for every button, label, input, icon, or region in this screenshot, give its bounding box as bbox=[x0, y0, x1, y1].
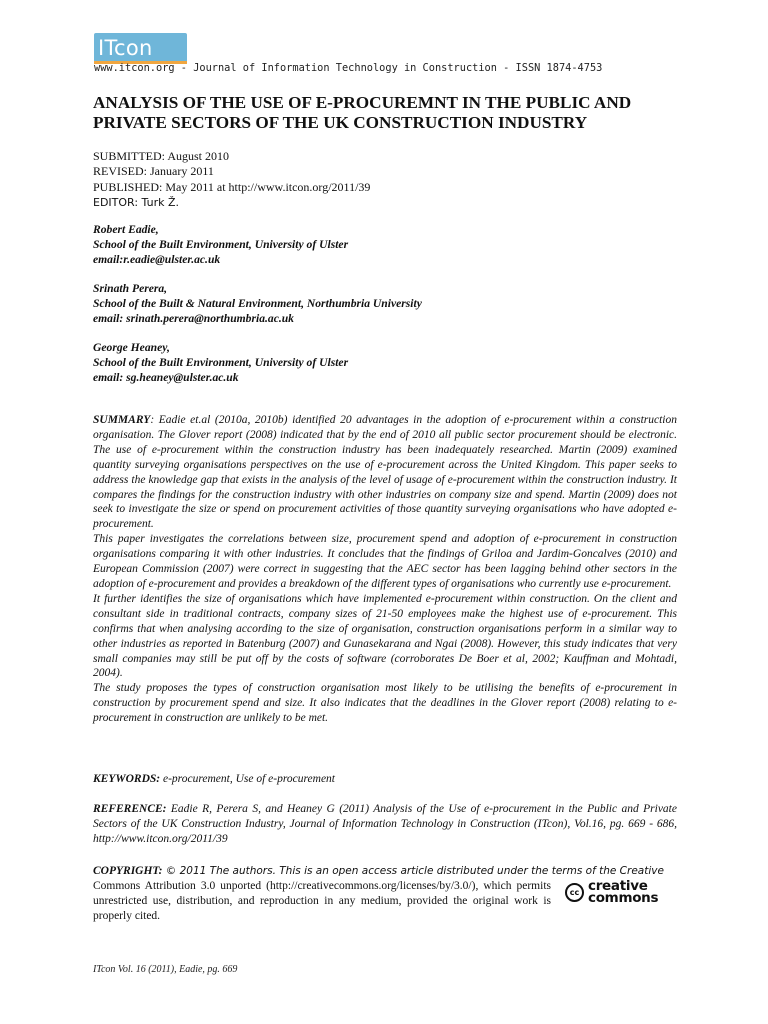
cc-badge-icon: cc bbox=[565, 883, 584, 902]
copyright-text: © 2011 The authors. This is an open access article distributed under the terms of the Creative bbox=[162, 865, 664, 877]
creative-commons-logo[interactable] bbox=[565, 880, 669, 908]
published-date: PUBLISHED: May 2011 at http://www.itcon.org/2011/39 bbox=[93, 179, 371, 194]
author-email[interactable]: email:r.eadie@ulster.ac.uk bbox=[93, 252, 221, 266]
itcon-logo[interactable] bbox=[94, 33, 187, 64]
title-line-1: ANALYSIS OF THE USE OF E-PROCUREMNT IN THE PUBLIC AND bbox=[93, 93, 632, 112]
author-name: Robert Eadie, bbox=[93, 223, 159, 236]
summary-text: : Eadie et.al (2010a, 2010b) identified 20 advantages in the adoption of e-procurement within a construction organisation. The Glover report (2008) indicated that by the end of 2010 all public sector procurement should be electronic. The use of e-procurement within the construction industry has been inadequately researched. Martin (2009) examined quantity surveying organisations perspectives on the use of e-procurement across the United Kingdom. This paper seeks to address the knowledge gap that exists in the analysis of the level of usage of e-procurement within the construction industry. It compares the findings for the construction industry with other industries on company size and spend. Martin (2009) does not seek to investigate the size or spend on procurement activities of those quantity surveying organisations who have adopted e-procurement. bbox=[93, 414, 677, 531]
revised-date: REVISED: January 2011 bbox=[93, 164, 214, 179]
reference-label: REFERENCE: bbox=[93, 803, 167, 815]
author-block bbox=[93, 223, 348, 267]
keywords-label: KEYWORDS: bbox=[93, 773, 161, 785]
author-affiliation: School of the Built & Natural Environment, Northumbria University bbox=[93, 296, 422, 310]
summary-paragraph: It further identifies the size of organisations which have implemented e-procurement within construction. On the client and consultant side in traditional contracts, company sizes of 21-50 employees make the highest use of e-procurement. This confirms that when analysing according to the size of organisation, construction organisations perform in a similar way to other industries as reported in Batenburg (2007) and Gunasekarana and Ngai (2008). However, this study indicates that very small companies may still be put off by the costs of software (corroborates De Boer et al, 2002; Kauffman and Mohtadi, 2004). bbox=[93, 592, 677, 680]
author-email[interactable]: email: srinath.perera@northumbria.ac.uk bbox=[93, 311, 294, 325]
keywords-section bbox=[93, 773, 677, 785]
copyright-license-text: Commons Attribution 3.0 unported (http://creativecommons.org/licenses/by/3.0/), which permits unrestricted use, distribution, and reproduction in any medium, provided the original work is properly cited. bbox=[93, 880, 551, 922]
author-block bbox=[93, 341, 348, 385]
copyright-label: COPYRIGHT: bbox=[93, 865, 163, 877]
title-line-2: PRIVATE SECTORS OF THE UK CONSTRUCTION INDUSTRY bbox=[93, 113, 588, 132]
author-affiliation: School of the Built Environment, University of Ulster bbox=[93, 237, 349, 251]
summary-paragraph: This paper investigates the correlations between size, procurement spend and adoption of e-procurement in construction organisations comparing it with other industries. It concludes that the findings of Griloa and Jardim-Goncalves (2010) and European Commission (2007) were correct in suggesting that the AEC sector has been lagging behind other sectors in the adoption of e-procurement and provides a breakdown of the different types of organisations who currently use e-procurement. bbox=[93, 533, 677, 590]
summary-label: SUMMARY bbox=[93, 414, 151, 426]
author-name: Srinath Perera, bbox=[93, 282, 168, 295]
copyright-first-line bbox=[93, 864, 677, 879]
summary-paragraph: The study proposes the types of construction organisation most likely to be utilising the benefits of e-procurement in construction by procurement spend and size. It also indicates that the deadlines in the Glover report (2008) relating to e-procurement in construction are unlikely to be met. bbox=[93, 682, 677, 725]
journal-header-line: www.itcon.org - Journal of Information Technology in Construction - ISSN 1874-4753 bbox=[94, 62, 603, 74]
copyright-section bbox=[93, 864, 664, 924]
reference-section bbox=[93, 802, 677, 847]
author-email[interactable]: email: sg.heaney@ulster.ac.uk bbox=[93, 370, 239, 384]
cc-wordmark bbox=[588, 880, 658, 904]
author-block bbox=[93, 282, 422, 326]
summary-section bbox=[93, 413, 677, 726]
keywords-text: e-procurement, Use of e-procurement bbox=[160, 773, 336, 785]
paper-title bbox=[93, 93, 693, 133]
publication-meta bbox=[93, 149, 370, 210]
submitted-date: SUBMITTED: August 2010 bbox=[93, 149, 230, 163]
page-footer: ITcon Vol. 16 (2011), Eadie, pg. 669 bbox=[93, 964, 238, 975]
cc-wordmark-line-1: creative bbox=[588, 878, 648, 894]
cc-wordmark-line-2: commons bbox=[588, 890, 659, 906]
author-name: George Heaney, bbox=[93, 341, 170, 354]
editor-line: EDITOR: Turk Ž. bbox=[93, 195, 179, 209]
summary-paragraph bbox=[93, 413, 677, 532]
reference-text: Eadie R, Perera S, and Heaney G (2011) Analysis of the Use of e-procurement in the Public and Private Sectors of the UK Construction Industry, Journal of Information Technology in Construction (ITcon), Vol.16, pg. 669 - 686, http://www.itcon.org/2011/39 bbox=[93, 803, 677, 845]
author-affiliation: School of the Built Environment, University of Ulster bbox=[93, 355, 349, 369]
logo-text: ITcon bbox=[98, 36, 153, 60]
